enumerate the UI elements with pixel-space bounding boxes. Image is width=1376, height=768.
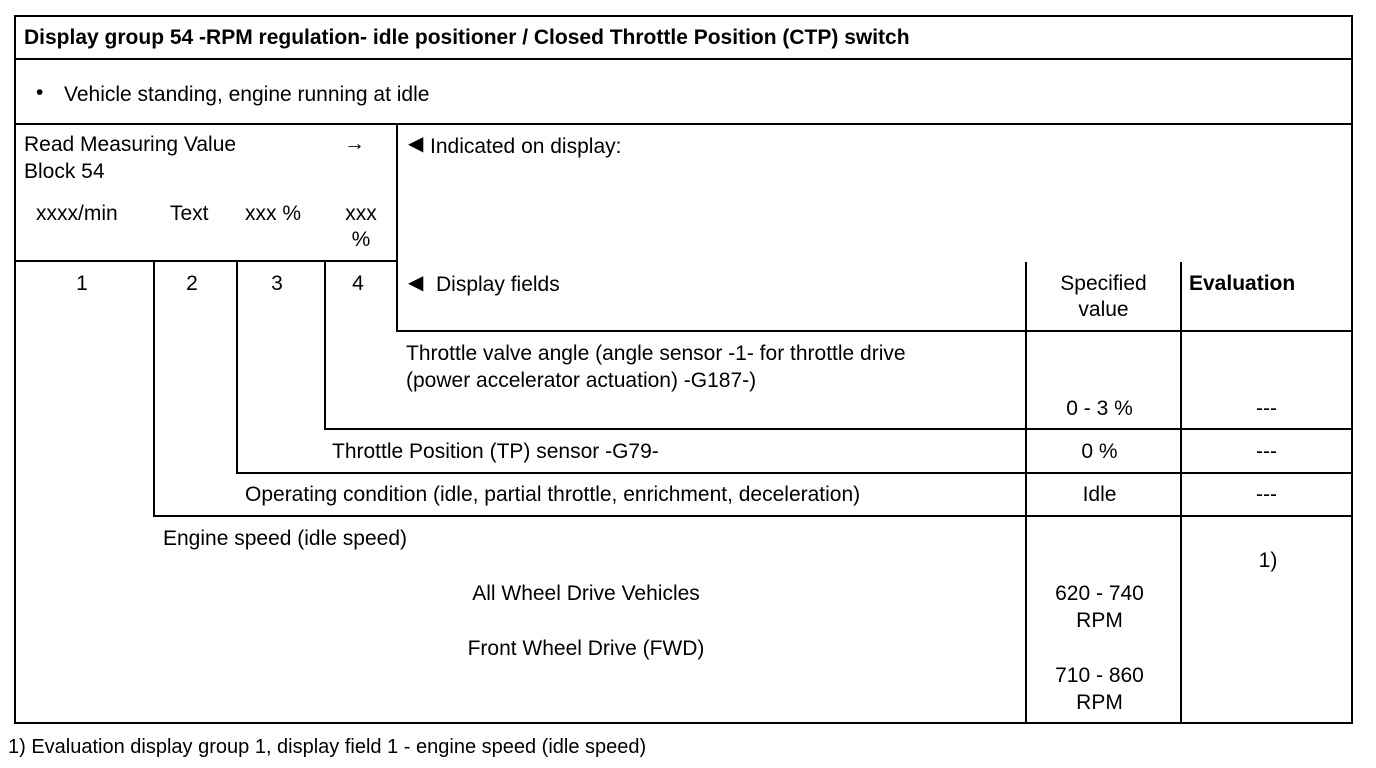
- variant-awd-spec: 620 - 740: [1055, 582, 1144, 605]
- measuring-block-bottom: [14, 260, 398, 262]
- variant-fwd-spec: 710 - 860: [1055, 664, 1144, 687]
- field-number-2: 2: [186, 272, 198, 295]
- variant-awd-spec-unit: RPM: [1076, 609, 1123, 632]
- field-2-stem: [153, 262, 155, 517]
- evaluation-header: Evaluation: [1189, 272, 1296, 295]
- specified-value-header: Specified: [1060, 272, 1147, 295]
- pointer-left-icon: ◀: [408, 272, 424, 294]
- measuring-block-right: [396, 123, 398, 332]
- row-4-specified: 0 - 3 %: [1066, 397, 1133, 420]
- row-3-description: Throttle Position (TP) sensor -G79-: [332, 440, 659, 463]
- row-4-divider: [324, 428, 1353, 430]
- variant-fwd-spec-unit: RPM: [1076, 691, 1123, 714]
- row-2-description: Operating condition (idle, partial throttle, enrichment, deceleration): [245, 483, 861, 506]
- bullet-icon: •: [36, 81, 44, 104]
- row-1-description: Engine speed (idle speed): [163, 527, 408, 550]
- row-4-description: Throttle valve angle (angle sensor -1- for throttle drive: [406, 342, 906, 365]
- row-1-evaluation-note: 1): [1258, 549, 1278, 572]
- condition-divider: [14, 123, 1353, 125]
- row-2-evaluation: ---: [1256, 483, 1277, 506]
- field-number-1: 1: [76, 272, 88, 295]
- field-3-stem: [236, 262, 238, 474]
- page-title: Display group 54 -RPM regulation- idle positioner / Closed Throttle Position (CTP) switch: [24, 26, 910, 49]
- block-number-label: Block 54: [24, 160, 105, 183]
- field-number-3: 3: [271, 272, 283, 295]
- condition-text: Vehicle standing, engine running at idle: [64, 83, 430, 106]
- unit-field-1: xxxx/min: [36, 202, 118, 225]
- pointer-left-icon: ◀: [408, 133, 424, 155]
- specified-value-header-line2: value: [1078, 298, 1129, 321]
- unit-field-4: xxx: [345, 202, 377, 225]
- row-2-specified: Idle: [1082, 483, 1117, 506]
- unit-field-3: xxx %: [245, 202, 302, 225]
- display-fields-label: Display fields: [436, 273, 560, 296]
- border-bottom: [14, 722, 1353, 724]
- variant-fwd-label: Front Wheel Drive (FWD): [467, 637, 705, 660]
- indicated-label: Indicated on display:: [430, 135, 622, 158]
- unit-field-4-percent: %: [351, 228, 371, 251]
- row-3-specified: 0 %: [1081, 440, 1118, 463]
- title-divider: [14, 58, 1353, 60]
- border-top: [14, 15, 1353, 17]
- measuring-label: Read Measuring Value: [24, 133, 237, 156]
- variant-awd-label: All Wheel Drive Vehicles: [472, 582, 700, 605]
- row-2-divider: [153, 515, 1353, 517]
- border-left: [14, 15, 16, 724]
- row-4-evaluation: ---: [1256, 397, 1277, 420]
- row-4-description-line2: (power accelerator actuation) -G187-): [406, 369, 757, 392]
- footnote: 1) Evaluation display group 1, display field 1 - engine speed (idle speed): [8, 736, 647, 758]
- arrow-right-icon: →: [344, 132, 365, 155]
- unit-field-2: Text: [170, 202, 209, 225]
- field-4-stem: [324, 262, 326, 430]
- field-number-4: 4: [352, 272, 364, 295]
- display-fields-underline: [396, 330, 1353, 332]
- row-3-evaluation: ---: [1256, 440, 1277, 463]
- row-3-divider: [236, 472, 1353, 474]
- border-right: [1351, 15, 1353, 724]
